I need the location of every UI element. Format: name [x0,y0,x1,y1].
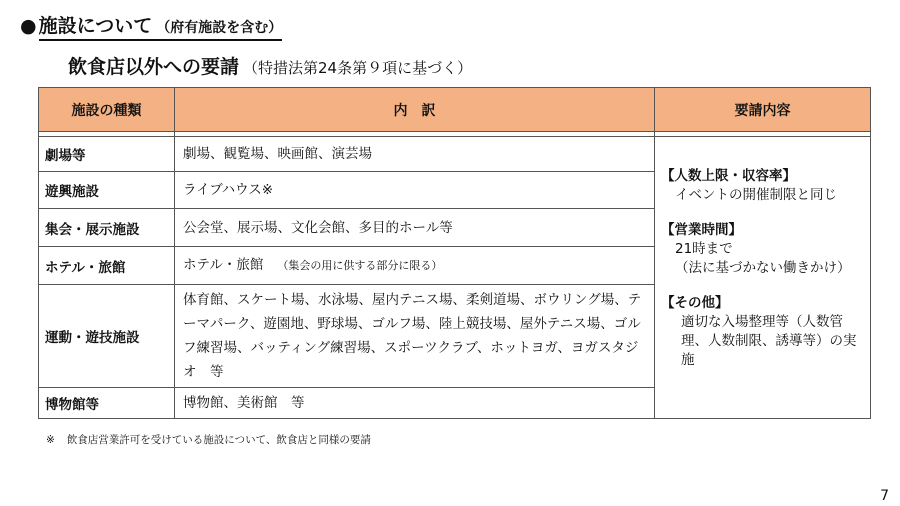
facility-type: 劇場等 [39,137,175,172]
page-number: 7 [880,488,889,504]
section-title-underlined [39,11,283,41]
facility-detail [175,137,655,172]
request-other-label: 【その他】 [661,295,729,311]
header-facility-type: 施設の種類 [39,88,175,132]
footnote-text: 飲食店営業許可を受けている施設について、飲食店と同様の要請 [66,434,371,446]
facility-detail: 公会堂、展示場、文化会館、多目的ホール等 [175,209,655,247]
bullet-icon: ● [20,15,37,37]
request-hours-note: （法に基づかない働きかけ） [675,260,851,276]
subheading-title: 飲食店以外への要請 [68,56,240,78]
facility-type: 運動・遊技施設 [39,285,175,388]
request-other [661,294,862,370]
facility-type: 集会・展示施設 [39,209,175,247]
subheading-note: （特措法第24条第９項に基づく） [243,59,473,77]
section-title: 施設について [38,15,153,37]
request-capacity-label: 【人数上限・収容率】 [661,168,796,184]
table-row [39,137,871,172]
facility-type: 博物館等 [39,388,175,419]
request-capacity [661,167,862,205]
facility-type: ホテル・旅館 [39,247,175,285]
request-hours-line: 21時まで [675,241,733,257]
request-capacity-line: イベントの開催制限と同じ [675,187,837,203]
request-other-line: 適切な入場整理等（人数管理、人数制限、誘導等）の実施 [681,314,857,368]
subheading [68,52,472,79]
facility-detail-note: （集会の用に供する部分に限る） [277,259,443,272]
facility-detail: ライブハウス※ [175,172,655,209]
facility-detail-text: ホテル・旅館 [183,257,264,273]
section-subtitle: （府有施設を含む） [156,20,283,36]
facility-detail [175,247,655,285]
requirements-table [38,87,871,419]
facility-detail-text: 劇場、観覧場、映画館、演芸場 [183,146,372,162]
section-heading [20,11,282,41]
request-hours [661,221,862,278]
request-hours-label: 【営業時間】 [661,222,742,238]
facility-detail: 体育館、スケート場、水泳場、屋内テニス場、柔剣道場、ボウリング場、テーマパーク、遊園地、野球場、ゴルフ場、陸上競技場、屋外テニス場、ゴルフ練習場、バッティング練習場、スポーツクラブ、ホットヨガ、ヨガスタジオ 等 [175,285,655,388]
table-header-row [39,88,871,132]
facility-type: 遊興施設 [39,172,175,209]
header-requests: 要請内容 [655,88,871,132]
header-details: 内 訳 [175,88,655,132]
request-content-cell [655,137,871,419]
facility-detail: 博物館、美術館 等 [175,388,655,419]
footnote-mark: ※ [46,434,55,446]
footnote [46,432,371,447]
